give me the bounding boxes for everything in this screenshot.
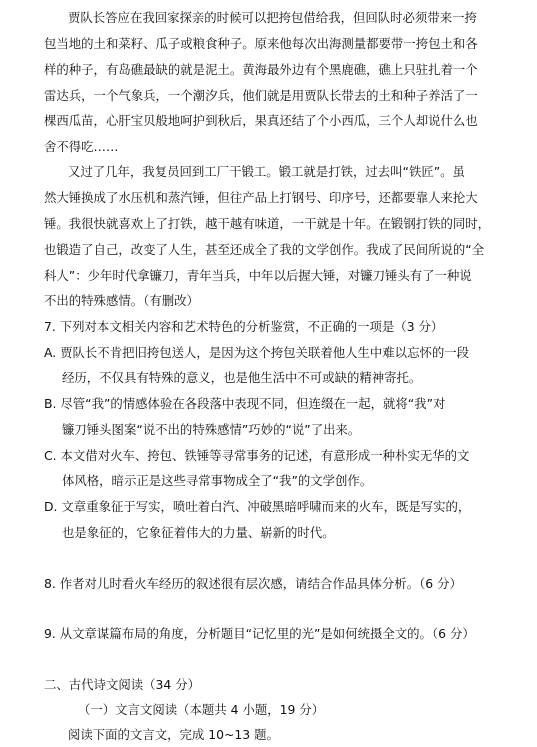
para1-line-2: 包当地的土和菜籽、瓜子或粮食种子。原来他每次出海测量都要带一挎包土和各	[44, 36, 478, 51]
para2-line-5: 科人”：少年时代拿镰刀，青年当兵，中年以后握大锤，对镰刀锤头有了一种说	[44, 268, 472, 283]
q7-stem: 7. 下列对本文相关内容和艺术特色的分析鉴赏，不正确的一项是（3 分）	[44, 319, 444, 334]
section2-instruction: 阅读下面的文言文，完成 10~13 题。	[68, 727, 279, 742]
para2-line-4: 也锻造了自己，改变了人生，甚至还成全了我的文学创作。我成了民间所说的“全	[44, 242, 485, 257]
para1-line-4: 雷达兵，一个气象兵，一个潮汐兵，他们就是用贾队长带去的土和种子养活了一	[44, 88, 478, 103]
para2-line-2: 然大锤换成了水压机和蒸汽锤，但往产品上打钢号、印序号，还都要靠人来抡大	[44, 190, 478, 205]
q7-option-a-line-2: 经历，不仅具有特殊的意义，也是他生活中不可或缺的精神寄托。	[62, 370, 422, 385]
para1-line-6: 舍不得吃……	[44, 139, 119, 154]
q7-option-b-line-1: B. 尽管“我”的情感体验在各段落中表现不同，但连缀在一起，就将“我”对	[44, 396, 446, 411]
section2-heading: 二、古代诗文阅读（34 分）	[44, 677, 201, 692]
q7-option-b-line-2: 镰刀锤头图案“说不出的特殊感情”巧妙的“说”了出来。	[62, 422, 361, 437]
q9-stem: 9. 从文章谋篇布局的角度，分析题目“记忆里的光”是如何统摄全文的。（6 分）	[44, 626, 475, 641]
section2-subheading: （一）文言文阅读（本题共 4 小题，19 分）	[78, 702, 325, 717]
q7-option-a-line-1: A. 贾队长不肯把旧挎包送人，是因为这个挎包关联着他人生中难以忘怀的一段	[44, 345, 470, 360]
q8-stem: 8. 作者对儿时看火车经历的叙述很有层次感，请结合作品具体分析。（6 分）	[44, 576, 462, 591]
q7-option-c-line-2: 体风格，暗示正是这些寻常事物成全了“我”的文学创作。	[62, 473, 373, 488]
q7-option-d-line-1: D. 文章重象征于写实，喷吐着白汽、冲破黑暗呼啸而来的火车，既是写实的，	[44, 499, 471, 514]
para2-line-6: 不出的特殊感情。（有删改）	[44, 293, 199, 308]
para2-line-1: 又过了几年，我复员回到工厂干锻工。锻工就是打铁，过去叫“铁匠”。虽	[68, 164, 465, 179]
para1-line-3: 样的种子，有岛礁最缺的就是泥土。黄海最外边有个黑鹿礁，礁上只驻扎着一个	[44, 62, 478, 77]
para2-line-3: 锤。我很快就喜欢上了打铁，越干越有味道，一干就是十年。在锻钢打铁的同时，	[44, 216, 491, 231]
para1-line-1: 贾队长答应在我回家探亲的时候可以把挎包借给我，但回队时必须带来一挎	[68, 10, 477, 25]
para1-line-5: 棵西瓜苗，心肝宝贝般地呵护到秋后，果真还结了个小西瓜，三个人却说什么也	[44, 113, 478, 128]
q7-option-c-line-1: C. 本文借对火车、挎包、铁锤等寻常事务的记述，有意形成一种朴实无华的文	[44, 448, 470, 463]
q7-option-d-line-2: 也是象征的，它象征着伟大的力量、崭新的时代。	[62, 525, 335, 540]
